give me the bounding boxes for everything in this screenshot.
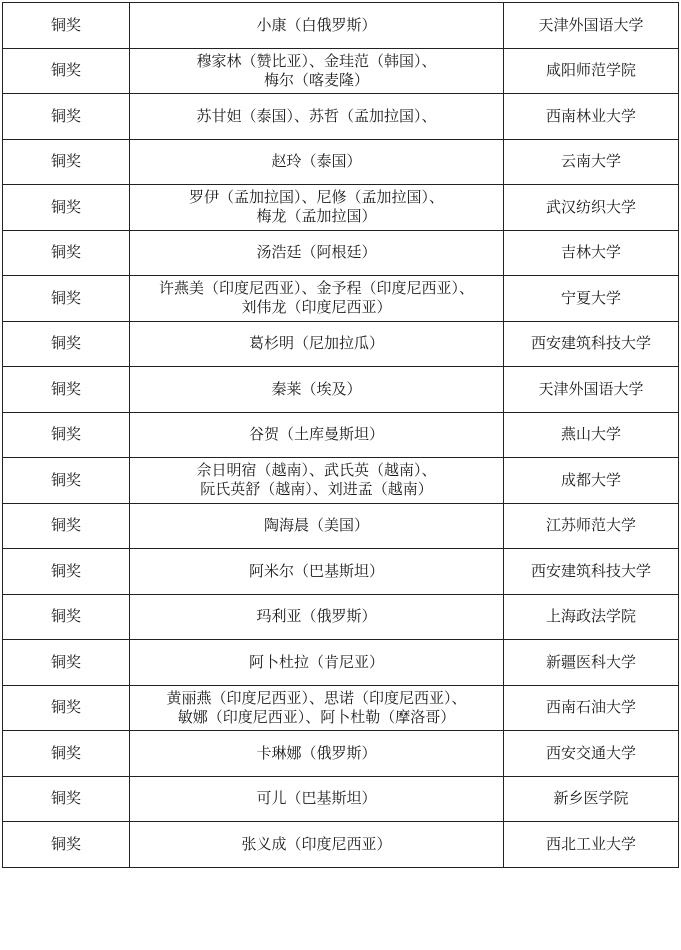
student-names-line: 汤浩廷（阿根廷） [256,243,377,262]
award-level-cell: 铜奖 [3,276,130,322]
student-names-cell [130,685,504,731]
student-names-line: 卡琳娜（俄罗斯） [256,743,377,762]
table-row [3,685,679,731]
table-row [3,48,679,94]
student-names-line: 敏娜（印度尼西亚）、阿卜杜勒（摩洛哥） [177,707,456,726]
student-names-cell [130,230,504,276]
award-level-cell: 铜奖 [3,48,130,94]
student-names-line: 赵玲（泰国） [271,152,362,171]
student-names-line: 佘日明宿（越南）、武氏英（越南）、 [196,461,437,480]
award-level-cell: 铜奖 [3,776,130,822]
table-row [3,94,679,140]
school-cell: 燕山大学 [504,412,679,458]
school-cell: 西南林业大学 [504,94,679,140]
table-row [3,503,679,549]
school-cell: 江苏师范大学 [504,503,679,549]
award-level-cell: 铜奖 [3,185,130,231]
table-row [3,594,679,640]
award-level-cell: 铜奖 [3,594,130,640]
award-level-cell: 铜奖 [3,822,130,868]
student-names-line: 黄丽燕（印度尼西亚）、思诺（印度尼西亚）、 [166,688,467,707]
school-cell: 西安交通大学 [504,731,679,777]
table-row [3,458,679,504]
student-names-cell [130,503,504,549]
student-names-cell [130,321,504,367]
student-names-cell [130,185,504,231]
table-row [3,321,679,367]
award-level-cell: 铜奖 [3,94,130,140]
school-cell: 天津外国语大学 [504,3,679,49]
school-cell: 西南石油大学 [504,685,679,731]
table-row [3,822,679,868]
award-table-body [3,3,679,868]
school-cell: 咸阳师范学院 [504,48,679,94]
table-row [3,3,679,49]
student-names-line: 梅尔（喀麦隆） [263,70,369,89]
award-level-cell: 铜奖 [3,640,130,686]
student-names-line: 刘伟龙（印度尼西亚） [241,298,392,317]
table-row [3,185,679,231]
award-table [2,2,679,868]
student-names-line: 苏甘妲（泰国）、苏哲（孟加拉国）、 [196,106,437,125]
student-names-line: 罗伊（孟加拉国）、尼修（孟加拉国）、 [188,188,444,207]
student-names-line: 梅龙（孟加拉国） [256,207,377,226]
student-names-cell [130,731,504,777]
table-row [3,549,679,595]
student-names-line: 秦莱（埃及） [271,379,362,398]
award-level-cell: 铜奖 [3,3,130,49]
award-level-cell: 铜奖 [3,367,130,413]
table-row [3,731,679,777]
table-row [3,230,679,276]
table-row [3,276,679,322]
school-cell: 天津外国语大学 [504,367,679,413]
award-level-cell: 铜奖 [3,685,130,731]
student-names-line: 可儿（巴基斯坦） [256,789,377,808]
student-names-line: 穆家林（赞比亚）、金珪范（韩国）、 [196,51,437,70]
student-names-cell [130,458,504,504]
award-level-cell: 铜奖 [3,503,130,549]
student-names-cell [130,549,504,595]
student-names-line: 阮氏英舒（越南）、刘进孟（越南） [200,480,433,499]
school-cell: 成都大学 [504,458,679,504]
student-names-line: 玛利亚（俄罗斯） [256,607,377,626]
award-level-cell: 铜奖 [3,731,130,777]
award-level-cell: 铜奖 [3,549,130,595]
student-names-cell [130,776,504,822]
school-cell: 武汉纺织大学 [504,185,679,231]
school-cell: 云南大学 [504,139,679,185]
student-names-line: 许燕美（印度尼西亚）、金予程（印度尼西亚）、 [158,279,474,298]
school-cell: 新乡医学院 [504,776,679,822]
award-level-cell: 铜奖 [3,412,130,458]
school-cell: 上海政法学院 [504,594,679,640]
table-row [3,640,679,686]
student-names-line: 阿米尔（巴基斯坦） [248,561,384,580]
table-row [3,139,679,185]
student-names-cell [130,594,504,640]
student-names-cell [130,367,504,413]
award-level-cell: 铜奖 [3,458,130,504]
school-cell: 西安建筑科技大学 [504,549,679,595]
student-names-line: 张义成（印度尼西亚） [241,834,392,853]
school-cell: 新疆医科大学 [504,640,679,686]
student-names-line: 小康（白俄罗斯） [256,15,377,34]
student-names-cell [130,276,504,322]
student-names-cell [130,412,504,458]
school-cell: 西安建筑科技大学 [504,321,679,367]
student-names-cell [130,139,504,185]
student-names-cell [130,94,504,140]
student-names-cell [130,640,504,686]
award-level-cell: 铜奖 [3,139,130,185]
award-level-cell: 铜奖 [3,230,130,276]
student-names-line: 陶海晨（美国） [263,516,369,535]
school-cell: 宁夏大学 [504,276,679,322]
student-names-line: 谷贺（土库曼斯坦） [248,425,384,444]
student-names-cell [130,822,504,868]
table-row [3,776,679,822]
student-names-line: 阿卜杜拉（肯尼亚） [248,652,384,671]
student-names-cell [130,48,504,94]
school-cell: 吉林大学 [504,230,679,276]
table-row [3,412,679,458]
student-names-line: 葛杉明（尼加拉瓜） [248,334,384,353]
school-cell: 西北工业大学 [504,822,679,868]
table-row [3,367,679,413]
award-level-cell: 铜奖 [3,321,130,367]
student-names-cell [130,3,504,49]
